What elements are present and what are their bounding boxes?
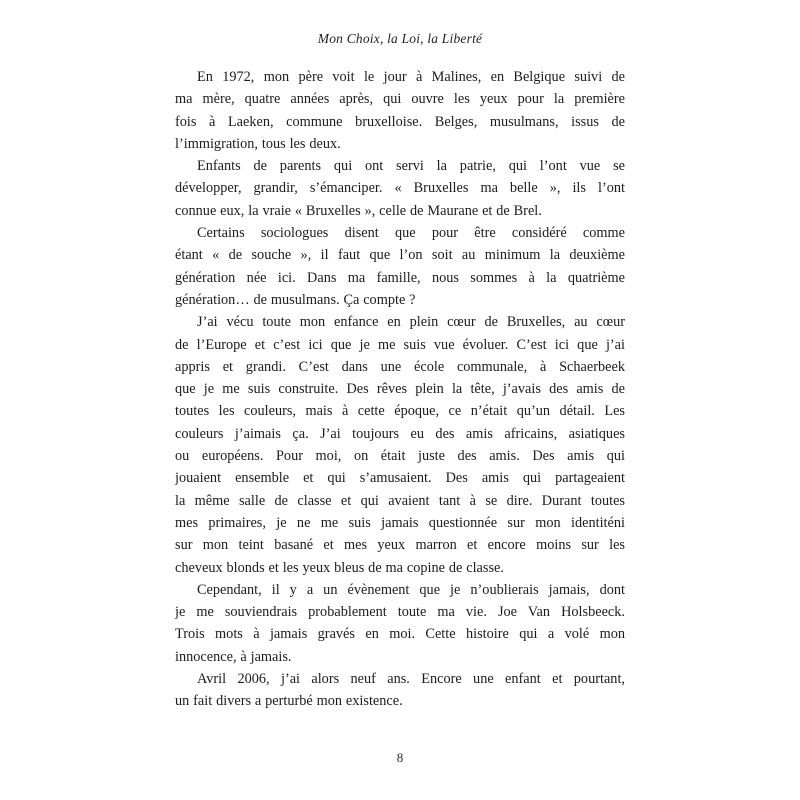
text-line: génération… de musulmans. Ça compte ? [175,291,416,308]
text-line: étant « de souche », il faut que l’on soit au minimum la deuxième [175,247,625,264]
page-number: 8 [396,750,404,765]
text-line: mes primaires, je ne me suis jamais questionnée sur mon identiténi [175,514,625,531]
text-line: En 1972, mon père voit le jour à Malines, en Belgique suivi de [197,69,625,85]
text-line: développer, grandir, s’émanciper. « Bruxelles ma belle », ils l’ont [175,180,625,197]
text-line: innocence, à jamais. [175,648,292,665]
text-line: sur mon teint basané et mes yeux marron et encore moins sur les [175,537,625,554]
paragraph [175,66,625,155]
text-line: l’immigration, tous les deux. [175,135,341,152]
text-line: que je me suis construite. Des rêves plein la tête, j’avais des amis de [175,381,625,398]
text-line: connue eux, la vraie « Bruxelles », celle de Maurane et de Brel. [175,202,542,219]
text-line: cheveux blonds et les yeux bleus de ma copine de classe. [175,559,504,576]
text-line: Enfants de parents qui ont servi la patrie, qui l’ont vue se [197,158,625,175]
body-text [175,66,625,713]
text-line: ma mère, quatre années après, qui ouvre les yeux pour la première [175,91,625,108]
text-line: jouaient ensemble et qui s’amusaient. Des amis qui partageaient [175,470,625,487]
text-line: génération née ici. Dans ma famille, nous sommes à la quatrième [175,269,625,286]
text-line: J’ai vécu toute mon enfance en plein cœur de Bruxelles, au cœur [197,314,625,331]
text-line: appris et grandi. C’est dans une école communale, à Schaerbeek [175,358,625,375]
text-line: Trois mots à jamais gravés en moi. Cette histoire qui a volé mon [175,626,625,643]
text-line: couleurs j’aimais ça. J’ai toujours eu des amis africains, asiatiques [175,425,625,442]
paragraph [175,311,625,579]
text-line: Certains sociologues disent que pour être considéré comme [197,225,625,242]
paragraph [175,155,625,222]
text-line: ou européens. Pour moi, on était juste des amis. Des amis qui [175,448,625,465]
text-line: de l’Europe et c’est ici que je me suis vue évoluer. C’est ici que j’ai [175,336,625,353]
paragraph [175,579,625,668]
text-line: je me souviendrais probablement toute ma vie. Joe Van Holsbeeck. [175,604,625,621]
running-header: Mon Choix, la Loi, la Liberté [317,31,483,46]
text-line: toutes les couleurs, mais à cette époque, ce n’était qu’un détail. Les [175,403,625,420]
text-line: un fait divers a perturbé mon existence. [175,693,403,710]
text-line: Avril 2006, j’ai alors neuf ans. Encore une enfant et pourtant, [197,671,625,688]
text-line: Cependant, il y a un évènement que je n’oublierais jamais, dont [197,581,625,598]
paragraph [175,222,625,311]
text-line: fois à Laeken, commune bruxelloise. Belges, musulmans, issus de [175,113,625,130]
paragraph [175,668,625,713]
text-line: la même salle de classe et qui avaient tant à se dire. Durant toutes [175,492,625,509]
